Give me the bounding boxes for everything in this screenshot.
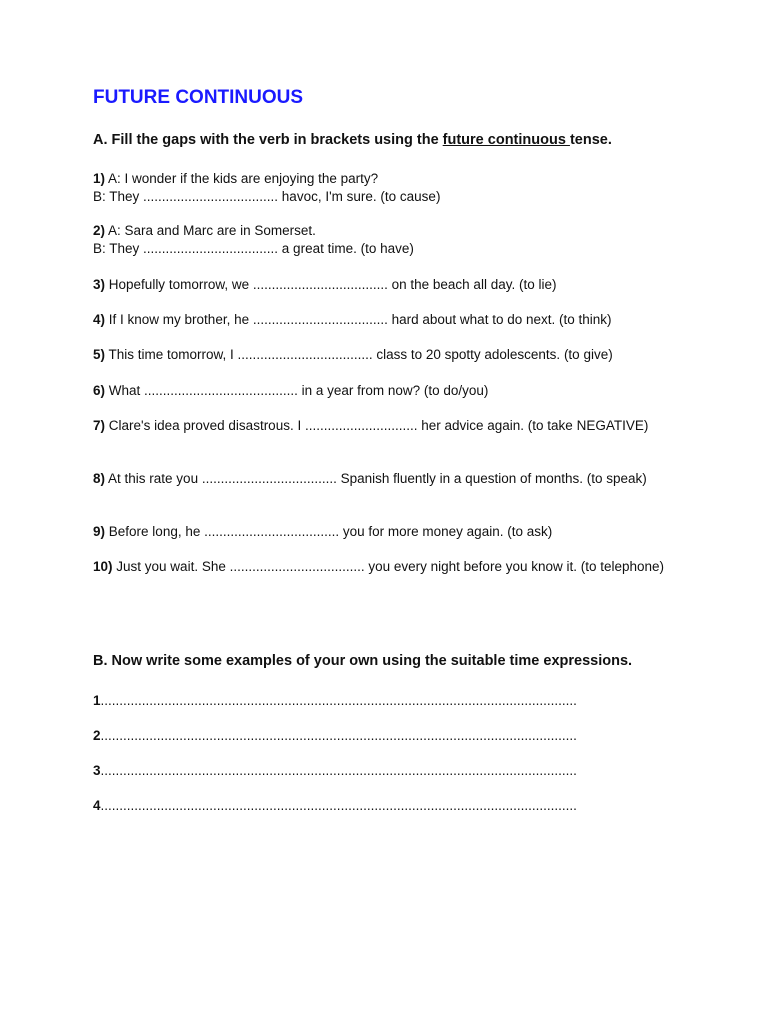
- exercise-item-6: [93, 382, 673, 400]
- item-number: 3): [93, 277, 106, 292]
- item-number: 7): [93, 418, 106, 433]
- item-text: Just you wait. She .................................... you every night before you know it. (to telephone): [116, 559, 665, 574]
- item-number: 6): [93, 383, 106, 398]
- item-text: Hopefully tomorrow, we .................................... on the beach all day. (to lie): [108, 277, 557, 292]
- exercise-item-5: [93, 346, 673, 364]
- answer-line-4: [93, 798, 577, 813]
- line-number: 1: [93, 693, 101, 708]
- item-number: 8): [93, 471, 106, 486]
- answer-line-1: [93, 693, 577, 708]
- section-a-heading: [93, 132, 612, 148]
- item-text-line2: B: They .................................... havoc, I'm sure. (to cause): [93, 188, 441, 204]
- section-b-heading: B. Now write some examples of your own using the suitable time expressions.: [93, 653, 633, 669]
- item-text: What ......................................... in a year from now? (to do/you): [108, 383, 489, 398]
- item-text: Clare's idea proved disastrous. I .............................. her advice again. (to take NEGATIVE): [108, 418, 649, 433]
- line-number: 2: [93, 728, 101, 743]
- exercise-item-3: [93, 276, 673, 294]
- item-text: A: I wonder if the kids are enjoying the party?: [108, 171, 379, 186]
- answer-dots: ...............................................................................................................................: [100, 728, 577, 743]
- exercise-item-7: [93, 417, 673, 435]
- answer-line-2: [93, 728, 577, 743]
- exercise-item-8: [93, 470, 673, 488]
- answer-dots: ...............................................................................................................................: [100, 798, 577, 813]
- section-a-heading-end: tense.: [569, 132, 612, 148]
- answer-dots: ...............................................................................................................................: [100, 763, 577, 778]
- page-title: FUTURE CONTINUOUS: [93, 87, 304, 108]
- item-text-line2: B: They .................................... a great time. (to have): [93, 240, 414, 256]
- item-text: If I know my brother, he .................................... hard about what to do next. (to think): [108, 312, 612, 327]
- item-number: 2): [93, 223, 106, 238]
- exercise-item-9: [93, 523, 673, 541]
- item-number: 5): [93, 347, 106, 362]
- section-a-heading-start: A. Fill the gaps with the verb in brackets using the: [93, 132, 443, 148]
- item-number: 1): [93, 171, 106, 186]
- line-number: 3: [93, 763, 101, 778]
- item-text: At this rate you .................................... Spanish fluently in a question of months. (to speak): [108, 471, 647, 486]
- exercise-item-4: [93, 311, 673, 329]
- item-text: A: Sara and Marc are in Somerset.: [108, 223, 316, 238]
- exercise-item-10: [93, 558, 673, 576]
- answer-line-3: [93, 763, 577, 778]
- exercise-item-1: [93, 170, 673, 205]
- section-a-heading-underlined: future continuous: [442, 132, 570, 148]
- item-number: 9): [93, 524, 106, 539]
- line-number: 4: [93, 798, 101, 813]
- answer-dots: ...............................................................................................................................: [100, 693, 577, 708]
- item-text: This time tomorrow, I .................................... class to 20 spotty adolescents. (to give): [108, 347, 613, 362]
- item-number: 10): [93, 559, 113, 574]
- item-text: Before long, he .................................... you for more money again. (to ask): [108, 524, 553, 539]
- exercise-item-2: [93, 222, 673, 257]
- item-number: 4): [93, 312, 106, 327]
